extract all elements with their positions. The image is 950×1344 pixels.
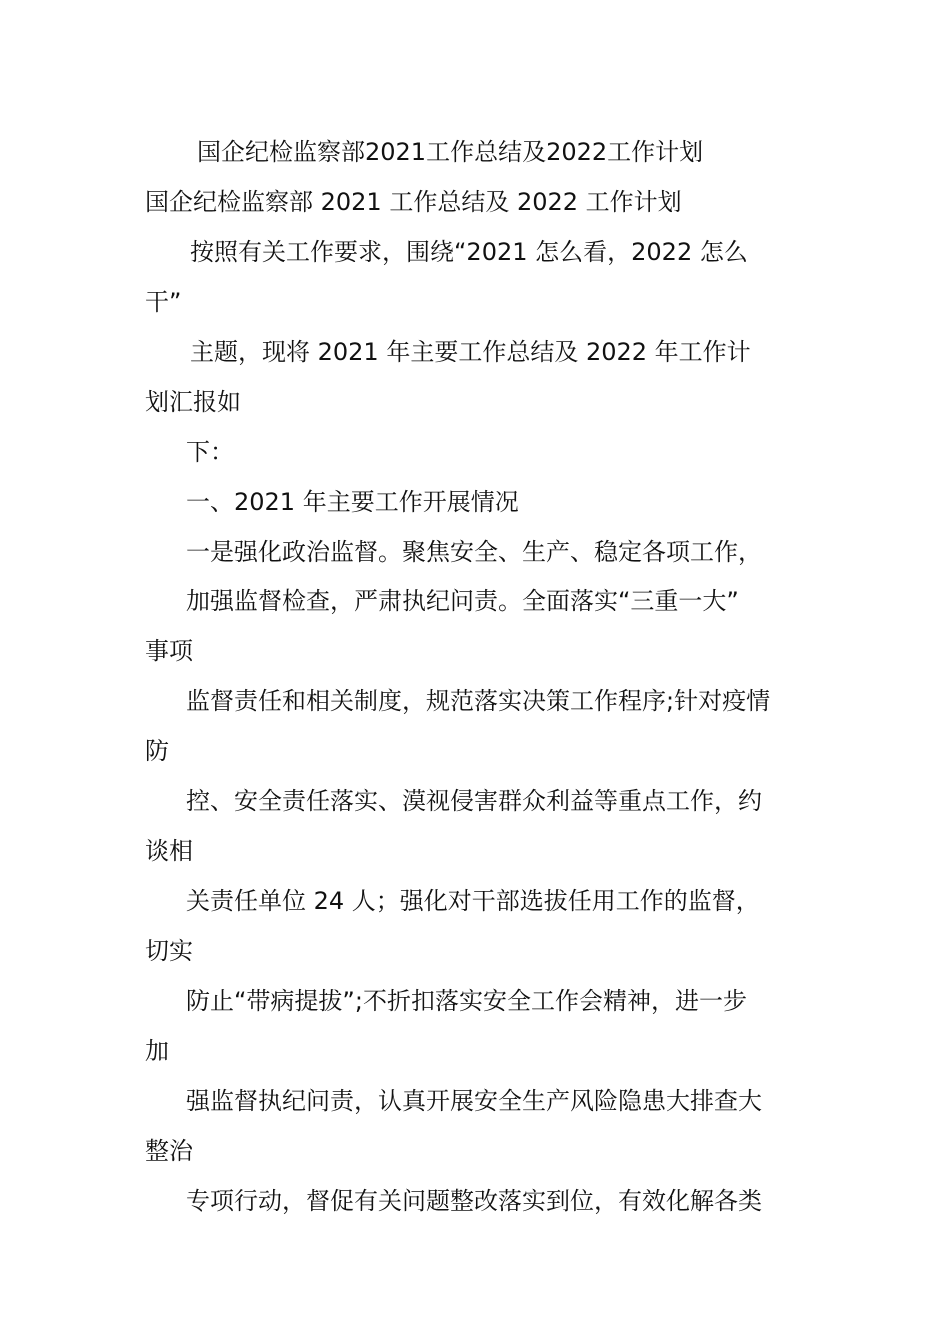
paragraph-line: 主题，现将 2021 年主要工作总结及 2022 年工作计 [190,338,751,366]
paragraph-line: 谈相 [145,837,193,865]
paragraph-line: 划汇报如 [145,388,241,416]
paragraph-line: 下： [186,438,234,466]
paragraph-line: 关责任单位 24 人；强化对干部选拔任用工作的监督， [186,887,760,915]
paragraph-line: 干” [145,288,182,316]
paragraph-line: 强监督执纪问责，认真开展安全生产风险隐患大排查大 [186,1087,762,1115]
paragraph-line: 按照有关工作要求，围绕“2021 怎么看，2022 怎么 [190,238,748,266]
paragraph-line: 控、安全责任落实、漠视侵害群众利益等重点工作，约 [186,787,762,815]
paragraph-line: 防 [145,737,169,765]
paragraph-line: 一是强化政治监督。聚焦安全、生产、稳定各项工作， [186,538,762,566]
paragraph-line: 整治 [145,1137,193,1165]
paragraph-line: 防止“带病提拔”;不折扣落实安全工作会精神，进一步 [186,987,747,1015]
paragraph-line: 专项行动，督促有关问题整改落实到位，有效化解各类 [186,1187,762,1215]
paragraph-line: 加 [145,1037,169,1065]
paragraph-line: 监督责任和相关制度，规范落实决策工作程序;针对疫情 [186,687,771,715]
document-title: 国企纪检监察部2021工作总结及2022工作计划 [197,138,704,166]
section-heading: 一、2021 年主要工作开展情况 [186,488,519,516]
document-subtitle: 国企纪检监察部 2021 工作总结及 2022 工作计划 [145,188,682,216]
paragraph-line: 切实 [145,937,193,965]
paragraph-line: 加强监督检查，严肃执纪问责。全面落实“三重一大” [186,587,739,615]
paragraph-line: 事项 [145,637,193,665]
